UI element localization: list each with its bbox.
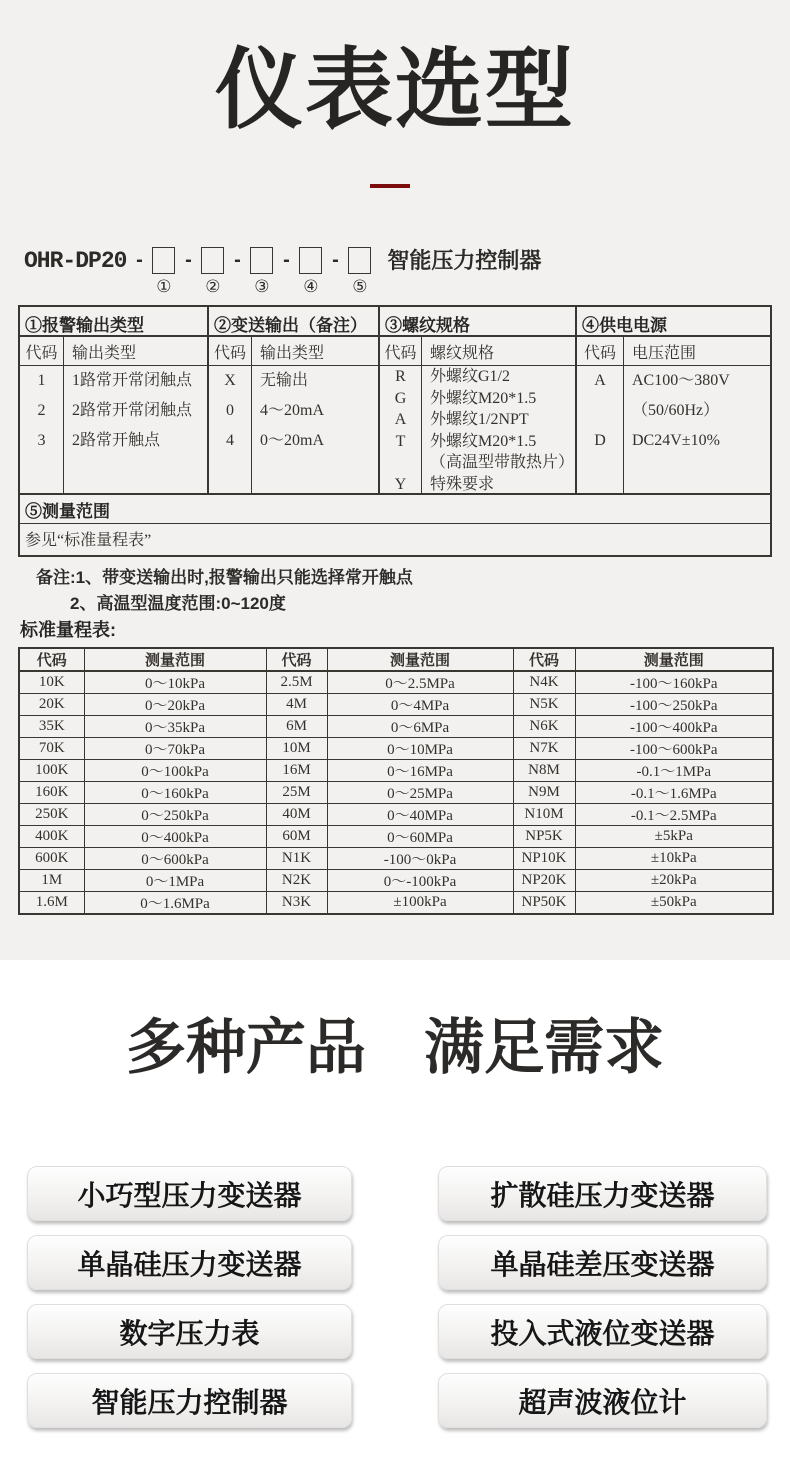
value-header: 电压范围	[623, 337, 770, 365]
selection-table	[18, 305, 772, 557]
value-header: 螺纹规格	[421, 337, 575, 365]
code-cell: 25M	[266, 782, 327, 804]
table-row	[19, 804, 773, 826]
model-code-box-5	[348, 247, 371, 274]
code-cell: Y	[394, 475, 407, 493]
range-cell: 0～70kPa	[84, 738, 266, 760]
section-body	[577, 366, 770, 495]
range-cell: -0.1～1MPa	[575, 760, 773, 782]
product-button-label: 数字压力表	[119, 1317, 260, 1349]
section-alarm-output	[20, 307, 209, 493]
code-header: 代码	[384, 344, 417, 362]
table-row	[19, 760, 773, 782]
code-header: 代码	[25, 344, 58, 362]
code-cell: X	[224, 372, 236, 389]
range-table-label: 标准量程表:	[20, 620, 116, 640]
product-button-monocrystal-pressure-transmitter[interactable]	[27, 1235, 352, 1290]
code-cell: 4	[226, 432, 234, 449]
value-cell: 外螺纹M20*1.5	[430, 432, 537, 450]
value-cell: 1路常开常闭触点	[72, 372, 193, 389]
product-button-label: 单晶硅差压变送器	[490, 1248, 715, 1280]
code-cell: 400K	[19, 826, 84, 848]
range-cell: 0～10MPa	[327, 738, 513, 760]
range-cell: 0～10kPa	[84, 671, 266, 694]
product-button-smart-pressure-controller[interactable]	[27, 1373, 352, 1428]
range-cell: -100～600kPa	[575, 738, 773, 760]
range-cell: 0～25MPa	[327, 782, 513, 804]
model-separator: -	[283, 249, 290, 271]
value-header: 输出类型	[63, 337, 207, 365]
table-row	[19, 826, 773, 848]
table-row	[577, 366, 770, 396]
code-cell: D	[594, 432, 606, 449]
range-cell: 0～4MPa	[327, 694, 513, 716]
model-separator: -	[332, 249, 339, 271]
code-cell: N3K	[266, 892, 327, 915]
range-cell: 0～6MPa	[327, 716, 513, 738]
range-cell: 0～-100kPa	[327, 870, 513, 892]
table-row	[380, 409, 575, 431]
model-slot-3	[250, 247, 273, 295]
table-row	[209, 396, 378, 426]
note-line-2: 2、高温型温度范围:0~120度	[70, 594, 286, 613]
code-cell: 100K	[19, 760, 84, 782]
standard-range-table	[18, 647, 774, 915]
value-cell: 无输出	[260, 372, 309, 389]
code-cell: NP50K	[513, 892, 575, 915]
position-label-2: ②	[205, 277, 221, 296]
value-cell: AC100～380V	[632, 372, 730, 389]
code-cell: N5K	[513, 694, 575, 716]
value-cell: 4～20mA	[260, 402, 325, 419]
page-title: 仪表选型	[214, 40, 575, 139]
model-suffix: 智能压力控制器	[387, 248, 542, 273]
range-cell: 0～40MPa	[327, 804, 513, 826]
section-body	[209, 366, 378, 495]
range-cell: 0～250kPa	[84, 804, 266, 826]
table-row	[20, 396, 207, 426]
value-header: 输出类型	[251, 337, 378, 365]
header-cell: 代码	[19, 648, 84, 671]
code-cell: 6M	[266, 716, 327, 738]
model-separator: -	[136, 249, 143, 271]
code-cell: NP20K	[513, 870, 575, 892]
table-header-row	[19, 648, 773, 671]
product-button-monocrystal-differential-pressure-transmitter[interactable]	[438, 1235, 767, 1290]
code-cell: 2.5M	[266, 671, 327, 694]
model-separator: -	[185, 249, 192, 271]
range-cell: 0～600kPa	[84, 848, 266, 870]
notes	[36, 565, 413, 617]
range-cell: 0～1.6MPa	[84, 892, 266, 915]
range-cell: -100～250kPa	[575, 694, 773, 716]
table-row	[19, 738, 773, 760]
code-cell: 4M	[266, 694, 327, 716]
product-button-label: 单晶硅压力变送器	[77, 1248, 302, 1280]
title-accent-dash	[370, 184, 410, 188]
table-row	[19, 671, 773, 694]
value-cell: 外螺纹G1/2	[430, 368, 511, 385]
code-cell: N8M	[513, 760, 575, 782]
range-cell: ±50kPa	[575, 892, 773, 915]
table-row	[380, 388, 575, 410]
code-cell: N4K	[513, 671, 575, 694]
note-line-1: 备注:1、带变送输出时,报警输出只能选择常开触点	[36, 568, 413, 587]
table-row	[380, 474, 575, 496]
product-button-label: 扩散硅压力变送器	[490, 1179, 715, 1211]
model-slot-2	[201, 247, 224, 295]
code-cell: A	[394, 411, 407, 428]
range-cell: -100～0kPa	[327, 848, 513, 870]
code-cell	[577, 396, 623, 426]
product-button-digital-pressure-gauge[interactable]	[27, 1304, 352, 1359]
range-cell: -100～160kPa	[575, 671, 773, 694]
range-cell: 0～400kPa	[84, 826, 266, 848]
measure-range-row-title: ⑤测量范围	[20, 495, 770, 524]
model-code-box-2	[201, 247, 224, 274]
table-row	[20, 366, 207, 396]
range-cell: -0.1～2.5MPa	[575, 804, 773, 826]
section-transmit-output	[209, 307, 380, 493]
table-row	[20, 426, 207, 456]
section-title: ④供电电源	[577, 307, 770, 337]
code-cell: R	[395, 368, 406, 385]
code-cell: 35K	[19, 716, 84, 738]
product-button-label: 智能压力控制器	[91, 1386, 288, 1418]
table-row	[19, 716, 773, 738]
model-separator: -	[234, 249, 241, 271]
products-heading-part1: 多种产品	[126, 1014, 366, 1081]
code-cell: 10K	[19, 671, 84, 694]
code-cell: N10M	[513, 804, 575, 826]
range-cell: 0～20kPa	[84, 694, 266, 716]
table-row	[19, 848, 773, 870]
position-label-4: ④	[303, 277, 319, 296]
section-header	[577, 337, 770, 366]
selection-sections	[20, 307, 770, 495]
range-cell: ±5kPa	[575, 826, 773, 848]
position-label-3: ③	[254, 277, 270, 296]
value-cell: 0～20mA	[260, 432, 325, 449]
position-label-1: ①	[156, 277, 172, 296]
table-row	[19, 870, 773, 892]
code-cell: 10M	[266, 738, 327, 760]
code-cell: T	[395, 432, 406, 450]
section-thread-spec	[380, 307, 577, 493]
product-button-label: 小巧型压力变送器	[77, 1179, 302, 1211]
code-cell: NP10K	[513, 848, 575, 870]
section-body	[20, 366, 207, 495]
products-heading	[0, 1012, 790, 1084]
model-code-box-3	[250, 247, 273, 274]
range-cell: 0～100kPa	[84, 760, 266, 782]
table-row	[380, 366, 575, 388]
product-button-label: 投入式液位变送器	[490, 1317, 715, 1349]
table-row	[19, 892, 773, 915]
range-cell: 0～60MPa	[327, 826, 513, 848]
table-row	[209, 426, 378, 456]
code-cell: N1K	[266, 848, 327, 870]
code-cell: 2	[37, 402, 46, 419]
code-cell: 70K	[19, 738, 84, 760]
code-cell: 160K	[19, 782, 84, 804]
value-cell: DC24V±10%	[632, 432, 720, 449]
value-cell: 特殊要求	[430, 475, 495, 493]
code-cell	[380, 452, 421, 474]
section-power-supply	[577, 307, 770, 493]
code-cell: 1	[37, 372, 46, 389]
products-heading-part2: 满足需求	[424, 1014, 664, 1081]
header-cell: 代码	[513, 648, 575, 671]
header-cell: 测量范围	[327, 648, 513, 671]
table-row	[380, 452, 575, 474]
model-code-box-1	[152, 247, 175, 274]
code-header: 代码	[213, 344, 246, 362]
range-cell: 0～35kPa	[84, 716, 266, 738]
section-header	[20, 337, 207, 366]
section-header	[380, 337, 575, 366]
code-cell: 16M	[266, 760, 327, 782]
code-cell: 1.6M	[19, 892, 84, 915]
code-cell: N9M	[513, 782, 575, 804]
code-cell: NP5K	[513, 826, 575, 848]
code-cell: 600K	[19, 848, 84, 870]
value-cell: 外螺纹M20*1.5	[430, 389, 537, 407]
code-cell: 60M	[266, 826, 327, 848]
code-cell: 40M	[266, 804, 327, 826]
value-cell: （50/60Hz）	[632, 402, 720, 419]
section-title: ②变送输出（备注）	[209, 307, 378, 337]
model-slot-1	[152, 247, 175, 295]
range-cell: ±20kPa	[575, 870, 773, 892]
table-row	[577, 396, 770, 426]
product-button-label: 超声波液位计	[518, 1386, 687, 1418]
model-code-row	[24, 247, 541, 295]
model-slot-5	[348, 247, 371, 295]
product-button-compact-pressure-transmitter[interactable]	[27, 1166, 352, 1221]
code-cell: 20K	[19, 694, 84, 716]
range-cell: 0～2.5MPa	[327, 671, 513, 694]
product-button-submersible-level-transmitter[interactable]	[438, 1304, 767, 1359]
value-cell: （高温型带散热片）	[430, 454, 575, 471]
range-table-wrap	[18, 647, 772, 915]
table-row	[380, 431, 575, 453]
table-row	[19, 782, 773, 804]
model-slot-4	[299, 247, 322, 295]
value-cell: 2路常开常闭触点	[72, 402, 193, 419]
range-cell: 0～16MPa	[327, 760, 513, 782]
code-cell: 250K	[19, 804, 84, 826]
code-cell: A	[594, 372, 606, 389]
range-cell: -0.1～1.6MPa	[575, 782, 773, 804]
section-title: ③螺纹规格	[380, 307, 575, 337]
table-row	[577, 426, 770, 456]
range-cell: ±10kPa	[575, 848, 773, 870]
measure-range-row-value: 参见“标准量程表”	[25, 531, 152, 549]
model-prefix: OHR-DP20	[24, 248, 127, 274]
range-cell: 0～1MPa	[84, 870, 266, 892]
code-header: 代码	[583, 344, 616, 362]
code-cell: 0	[226, 402, 234, 419]
table-row	[19, 694, 773, 716]
value-cell: 2路常开触点	[72, 432, 161, 449]
code-cell: N6K	[513, 716, 575, 738]
header-cell: 代码	[266, 648, 327, 671]
section-body	[380, 366, 575, 495]
code-cell: N2K	[266, 870, 327, 892]
position-label-5: ⑤	[352, 277, 368, 296]
code-cell: 3	[37, 432, 46, 449]
header-cell: 测量范围	[575, 648, 773, 671]
code-cell: 1M	[19, 870, 84, 892]
range-cell: 0～160kPa	[84, 782, 266, 804]
section-title: ①报警输出类型	[20, 307, 207, 337]
range-cell: -100～400kPa	[575, 716, 773, 738]
code-cell: G	[394, 389, 407, 407]
range-cell: ±100kPa	[327, 892, 513, 915]
code-cell: N7K	[513, 738, 575, 760]
model-code-box-4	[299, 247, 322, 274]
product-button-ultrasonic-level-meter[interactable]	[438, 1373, 767, 1428]
section-header	[209, 337, 378, 366]
table-row	[209, 366, 378, 396]
value-cell: 外螺纹1/2NPT	[430, 411, 529, 428]
product-button-diffused-silicon-pressure-transmitter[interactable]	[438, 1166, 767, 1221]
header-cell: 测量范围	[84, 648, 266, 671]
